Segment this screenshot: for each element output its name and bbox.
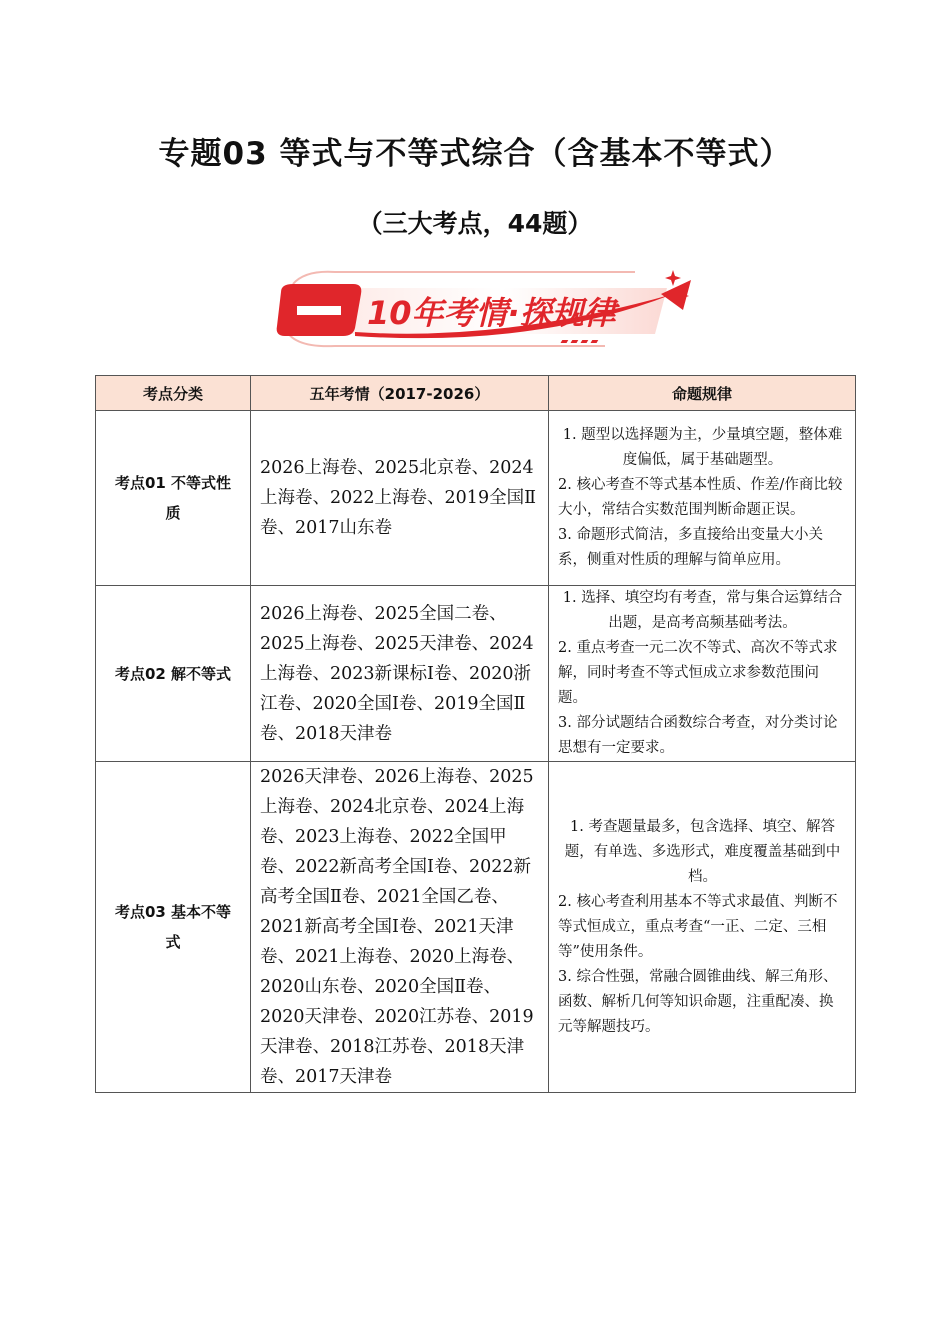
page-subtitle: （三大考点，44题） (357, 209, 593, 238)
rules-cell (549, 762, 856, 1093)
rule-item: 2. 核心考查不等式基本性质、作差/作商比较大小，常结合实数范围判断命题正误。 (558, 477, 843, 518)
rule-item: 1. 题型以选择题为主，少量填空题，整体难度偏低，属于基础题型。 (562, 427, 843, 468)
table-row (96, 762, 856, 1093)
category-cell: 考点03 基本不等式 (96, 762, 251, 1093)
arrow-icon (661, 280, 691, 310)
column-header-category: 考点分类 (96, 376, 251, 411)
rule-item: 1. 考查题量最多，包含选择、填空、解答题，有单选、多选形式，难度覆盖基础到中档。 (564, 818, 841, 885)
column-header-years: 五年考情（2017-2026） (251, 376, 549, 411)
sparkle-icon (665, 270, 681, 286)
category-cell: 考点01 不等式性质 (96, 411, 251, 586)
rule-item: 3. 部分试题结合函数综合考查，对分类讨论思想有一定要求。 (558, 715, 838, 756)
rules-cell (549, 411, 856, 586)
page-title: 专题03 等式与不等式综合（含基本不等式） (158, 136, 792, 172)
years-cell: 2026天津卷、2026上海卷、2025上海卷、2024北京卷、2024上海卷、2023上海卷、2022全国甲卷、2022新高考全国Ⅰ卷、2022新高考全国Ⅱ卷、2021全国乙卷、2021新高考全国Ⅰ卷、2021天津卷、2021上海卷、2020上海卷、2020山东卷、2020全国Ⅱ卷、2020天津卷、2020江苏卷、2019天津卷、2018江苏卷、2018天津卷、2017天津卷 (251, 762, 549, 1093)
column-header-rules: 命题规律 (549, 376, 856, 411)
years-cell: 2026上海卷、2025北京卷、2024上海卷、2022上海卷、2019全国Ⅱ卷、2017山东卷 (251, 411, 549, 586)
years-cell: 2026上海卷、2025全国二卷、2025上海卷、2025天津卷、2024上海卷、2023新课标Ⅰ卷、2020浙江卷、2020全国Ⅰ卷、2019全国Ⅱ卷、2018天津卷 (251, 586, 549, 762)
rule-item: 2. 重点考查一元二次不等式、高次不等式求解，同时考查不等式恒成立求参数范围问题。 (558, 640, 838, 706)
rule-item: 1. 选择、填空均有考查，常与集合运算结合出题，是高考高频基础考法。 (562, 590, 843, 631)
rule-item: 2. 核心考查利用基本不等式求最值、判断不等式恒成立，重点考查“一正、二定、三相等”使用条件。 (558, 893, 838, 960)
rule-item: 3. 综合性强，常融合圆锥曲线、解三角形、函数、解析几何等知识命题，注重配凑、换元等解题技巧。 (558, 968, 838, 1035)
rules-cell (549, 586, 856, 762)
table-row (96, 411, 856, 586)
banner-text: 10年考情·探规律 (367, 294, 616, 332)
table-row (96, 586, 856, 762)
rule-item: 3. 命题形式简洁，多直接给出变量大小关系，侧重对性质的理解与简单应用。 (558, 527, 823, 568)
category-cell: 考点02 解不等式 (96, 586, 251, 762)
section-banner (275, 266, 700, 352)
table-header-row (96, 376, 856, 411)
exam-analysis-table (95, 375, 856, 1093)
